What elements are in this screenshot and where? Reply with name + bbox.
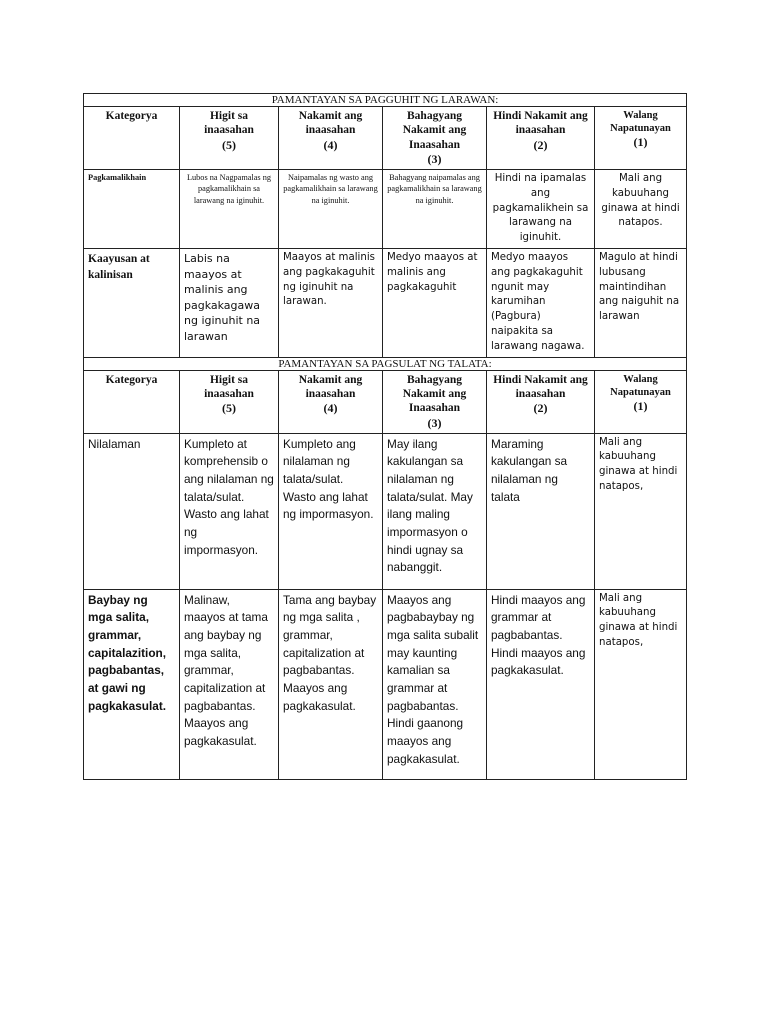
header-level-4-label: Nakamit ang inaasahan: [298, 373, 363, 400]
header-level-1-label: Walang Napatunayan: [610, 373, 671, 398]
header-level-3-label: Bahagyang Nakamit ang Inaasahan: [402, 373, 467, 415]
writing-row-mechanics: [84, 589, 687, 779]
header-level-4: [279, 107, 383, 170]
category-cell: Kaayusan at kalinisan: [84, 249, 180, 357]
header-level-2: [487, 370, 595, 433]
header-score-2: (2): [533, 401, 548, 416]
criteria-cell-1: Mali ang kabuuhang ginawa at hindi natapos.: [595, 170, 687, 249]
drawing-row-neatness: [84, 249, 687, 357]
header-level-3: [383, 370, 487, 433]
drawing-rubric-title: PAMANTAYAN SA PAGGUHIT NG LARAWAN:: [84, 94, 687, 107]
criteria-cell-4: Kumpleto ang nilalaman ng talata/sulat. Wasto ang lahat ng impormasyon.: [279, 433, 383, 589]
drawing-header-row: [84, 107, 687, 170]
header-level-5: [180, 107, 279, 170]
criteria-cell-4: Maayos at malinis ang pagkakaguhit ng iginuhit na larawan.: [279, 249, 383, 357]
header-level-1-label: Walang Napatunayan: [610, 110, 671, 135]
header-level-3: [383, 107, 487, 170]
header-level-5-label: Higit sa inaasahan: [204, 110, 254, 137]
criteria-cell-4: Tama ang baybay ng mga salita , grammar, capitalization at pagbabantas. Maayos ang pagkakasulat.: [279, 589, 383, 779]
header-level-4-label: Nakamit ang inaasahan: [298, 110, 363, 137]
header-level-4: [279, 370, 383, 433]
category-cell: Baybay ng mga salita, grammar, capitalazition, pagbabantas, at gawi ng pagkakasulat.: [84, 589, 180, 779]
writing-header-row: [84, 370, 687, 433]
writing-row-content: [84, 433, 687, 589]
header-score-2: (2): [533, 137, 548, 152]
criteria-cell-2: Hindi na ipamalas ang pagkamalikhein sa larawang na iginuhit.: [487, 170, 595, 249]
criteria-cell-1: Mali ang kabuuhang ginawa at hindi natapos,: [595, 589, 687, 779]
criteria-cell-5: Labis na maayos at malinis ang pagkakagawa ng iginuhit na larawan: [180, 249, 279, 357]
drawing-row-creativity: [84, 170, 687, 249]
rubric-table: [83, 93, 687, 780]
header-score-1: (1): [633, 398, 648, 413]
header-score-1: (1): [633, 135, 648, 150]
header-score-4: (4): [323, 137, 338, 152]
writing-rubric-title: PAMANTAYAN SA PAGSULAT NG TALATA:: [84, 357, 687, 370]
criteria-cell-5: Lubos na Nagpamalas ng pagkamalikhain sa larawang na iginuhit.: [180, 170, 279, 249]
header-level-2-label: Hindi Nakamit ang inaasahan: [493, 373, 588, 400]
header-category: Kategorya: [84, 107, 180, 170]
header-score-5: (5): [222, 137, 236, 152]
criteria-cell-5: Malinaw, maayos at tama ang baybay ng mga salita, grammar, capitalization at pagbabantas. Maayos ang pagkakasulat.: [180, 589, 279, 779]
criteria-cell-2: Maraming kakulangan sa nilalaman ng talata: [487, 433, 595, 589]
criteria-cell-1: Magulo at hindi lubusang maintindihan ang naiguhit na larawan: [595, 249, 687, 357]
criteria-cell-3: May ilang kakulangan sa nilalaman ng talata/sulat. May ilang maling impormasyon o hindi ugnay sa nabanggit.: [383, 433, 487, 589]
header-level-2-label: Hindi Nakamit ang inaasahan: [493, 110, 588, 137]
header-score-5: (5): [222, 401, 236, 416]
header-score-4: (4): [323, 401, 338, 416]
header-level-1: [595, 370, 687, 433]
criteria-cell-3: Medyo maayos at malinis ang pagkakaguhit: [383, 249, 487, 357]
header-category: Kategorya: [84, 370, 180, 433]
header-level-1: [595, 107, 687, 170]
header-level-5: [180, 370, 279, 433]
criteria-cell-3: Maayos ang pagbabaybay ng mga salita subalit may kaunting kamalian sa grammar at pagbabantas. Hindi gaanong maayos ang pagkakasulat.: [383, 589, 487, 779]
header-score-3: (3): [427, 415, 442, 430]
category-cell: Pagkamalikhain: [84, 170, 180, 249]
criteria-cell-5: Kumpleto at komprehensib o ang nilalaman ng talata/sulat. Wasto ang lahat ng impormasyon.: [180, 433, 279, 589]
header-level-2: [487, 107, 595, 170]
criteria-cell-2: Hindi maayos ang grammar at pagbabantas. Hindi maayos ang pagkakasulat.: [487, 589, 595, 779]
header-level-3-label: Bahagyang Nakamit ang Inaasahan: [402, 110, 467, 151]
category-cell: Nilalaman: [84, 433, 180, 589]
criteria-cell-2: Medyo maayos ang pagkakaguhit ngunit may karumihan (Pagbura) naipakita sa larawang nagawa.: [487, 249, 595, 357]
criteria-cell-1: Mali ang kabuuhang ginawa at hindi natapos,: [595, 433, 687, 589]
criteria-cell-4: Naipamalas ng wasto ang pagkamalikhain sa larawang na iginuhit.: [279, 170, 383, 249]
criteria-cell-3: Bahagyang naipamalas ang pagkamalikhain sa larawang na iginuhit.: [383, 170, 487, 249]
header-score-3: (3): [427, 152, 442, 167]
header-level-5-label: Higit sa inaasahan: [204, 373, 254, 400]
